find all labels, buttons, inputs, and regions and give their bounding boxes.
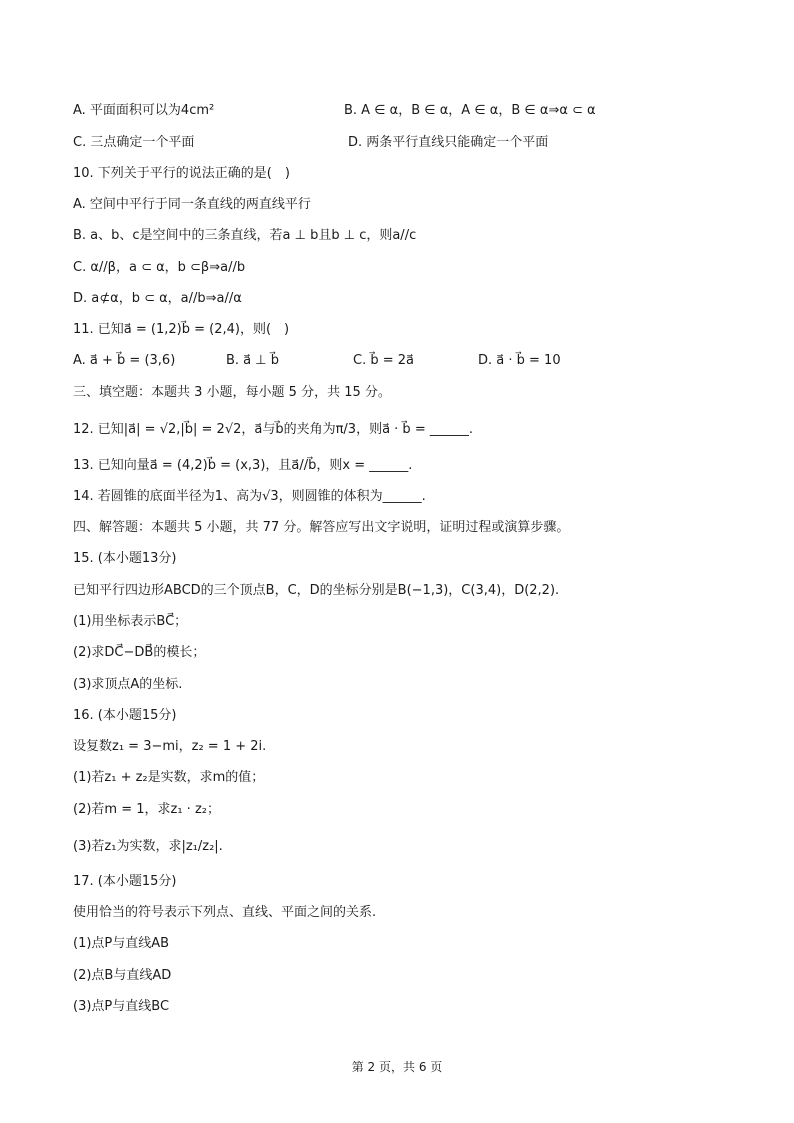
q15-part-1: (1)用坐标表示BC⃗；	[73, 614, 188, 629]
q17-part-1: (1)点P与直线AB	[73, 936, 170, 951]
q15-part-3: (3)求顶点A的坐标.	[73, 677, 183, 692]
q15-stem: 已知平行四边形ABCD的三个顶点B，C，D的坐标分别是B(−1,3)，C(3,4)，D(2,2).	[73, 583, 560, 598]
q9-option-a: A. 平面面积可以为4cm²	[73, 103, 215, 118]
q11-option-c: C. b⃗ = 2a⃗	[353, 353, 414, 368]
section-fill-in-blank-heading: 三、填空题：本题共 3 小题，每小题 5 分，共 15 分。	[73, 385, 391, 400]
q11-option-d: D. a⃗ · b⃗ = 10	[478, 353, 561, 368]
q16-stem: 设复数z₁ = 3−mi，z₂ = 1 + 2i.	[73, 739, 267, 754]
page-footer: 第 2 页，共 6 页	[351, 1060, 443, 1074]
q11-stem: 11. 已知a⃗ = (1,2)b⃗ = (2,4)，则( )	[73, 322, 290, 337]
q16-title: 16. (本小题15分)	[73, 708, 177, 723]
q16-part-2: (2)若m = 1，求z₁ · z₂；	[73, 802, 220, 817]
q10-option-c: C. α//β，a ⊂ α，b ⊂β⇒a//b	[73, 260, 246, 275]
q16-part-1: (1)若z₁ + z₂是实数，求m的值；	[73, 770, 265, 785]
q11-option-a: A. a⃗ + b⃗ = (3,6)	[73, 353, 176, 368]
q16-part-3: (3)若z₁为实数，求|z₁/z₂|.	[73, 839, 223, 854]
q10-stem: 10. 下列关于平行的说法正确的是( )	[73, 166, 290, 181]
q15-title: 15. (本小题13分)	[73, 551, 177, 566]
q14-text: 14. 若圆锥的底面半径为1、高为√3，则圆锥的体积为______.	[73, 489, 426, 504]
q10-option-a: A. 空间中平行于同一条直线的两直线平行	[73, 197, 311, 212]
q9-option-b: B. A ∈ α，B ∈ α，A ∈ α，B ∈ α⇒α ⊂ α	[344, 103, 596, 118]
q13-text: 13. 已知向量a⃗ = (4,2)b⃗ = (x,3)，且a⃗//b⃗，则x = ______.	[73, 458, 413, 473]
q9-option-d: D. 两条平行直线只能确定一个平面	[348, 135, 549, 150]
q17-stem: 使用恰当的符号表示下列点、直线、平面之间的关系.	[73, 905, 377, 920]
q11-option-b: B. a⃗ ⊥ b⃗	[226, 353, 279, 368]
q10-option-b: B. a、b、c是空间中的三条直线，若a ⊥ b且b ⊥ c，则a//c	[73, 228, 417, 243]
q15-part-2: (2)求DC⃗−DB⃗的模长；	[73, 645, 206, 660]
q17-part-2: (2)点B与直线AD	[73, 968, 172, 983]
q10-option-d: D. a⊄α，b ⊂ α，a//b⇒a//α	[73, 291, 242, 306]
q9-option-c: C. 三点确定一个平面	[73, 135, 195, 150]
q17-part-3: (3)点P与直线BC	[73, 999, 170, 1014]
q12-text: 12. 已知|a⃗| = √2,|b⃗| = 2√2，a⃗与b⃗的夹角为π/3，则a⃗ · b⃗ = ______.	[73, 422, 473, 437]
q17-title: 17. (本小题15分)	[73, 874, 177, 889]
section-solution-heading: 四、解答题：本题共 5 小题，共 77 分。解答应写出文字说明，证明过程或演算步骤。	[73, 520, 570, 535]
